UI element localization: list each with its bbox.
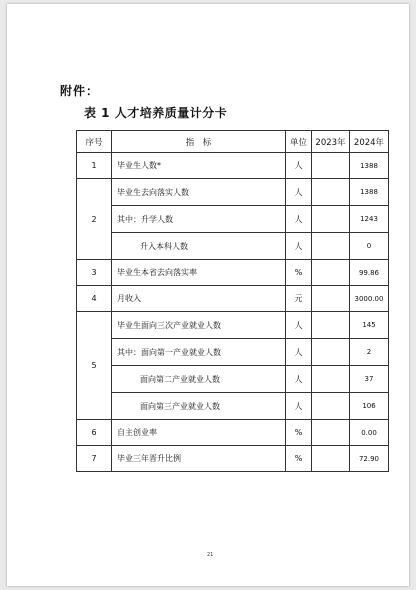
unit-cell: % bbox=[286, 420, 312, 446]
value-2024-cell: 3000.00 bbox=[350, 286, 389, 312]
seq-cell: 2 bbox=[77, 179, 112, 260]
seq-cell: 5 bbox=[77, 312, 112, 420]
unit-cell: 人 bbox=[286, 179, 312, 206]
seq-cell: 3 bbox=[77, 260, 112, 286]
header-2023: 2023年 bbox=[312, 131, 350, 153]
value-2024-cell: 72.90 bbox=[350, 446, 389, 472]
indicator-cell: 毕业三年晋升比例 bbox=[112, 446, 286, 472]
table-row bbox=[77, 446, 389, 472]
table-row bbox=[77, 233, 389, 260]
unit-cell: % bbox=[286, 260, 312, 286]
page-number: 21 bbox=[207, 552, 214, 558]
unit-cell: 人 bbox=[286, 153, 312, 179]
quality-scorecard-table bbox=[76, 130, 389, 472]
value-2023-cell bbox=[312, 366, 350, 393]
attachment-label: 附件： bbox=[60, 84, 100, 98]
table-row bbox=[77, 179, 389, 206]
indicator-cell: 自主创业率 bbox=[112, 420, 286, 446]
header-indicator: 指 标 bbox=[112, 131, 286, 153]
value-2023-cell bbox=[312, 206, 350, 233]
table-row bbox=[77, 286, 389, 312]
unit-cell: 人 bbox=[286, 393, 312, 420]
unit-cell: % bbox=[286, 446, 312, 472]
value-2024-cell: 99.86 bbox=[350, 260, 389, 286]
seq-cell: 7 bbox=[77, 446, 112, 472]
value-2023-cell bbox=[312, 233, 350, 260]
value-2023-cell bbox=[312, 179, 350, 206]
seq-cell: 1 bbox=[77, 153, 112, 179]
unit-cell: 人 bbox=[286, 233, 312, 260]
header-2024: 2024年 bbox=[350, 131, 389, 153]
indicator-cell: 月收入 bbox=[112, 286, 286, 312]
value-2023-cell bbox=[312, 339, 350, 366]
unit-cell: 人 bbox=[286, 339, 312, 366]
table-header-row bbox=[77, 131, 389, 153]
table-title: 表 1 人才培养质量计分卡 bbox=[84, 106, 228, 120]
unit-cell: 人 bbox=[286, 206, 312, 233]
value-2024-cell: 1388 bbox=[350, 179, 389, 206]
value-2024-cell: 1388 bbox=[350, 153, 389, 179]
indicator-cell: 面向第二产业就业人数 bbox=[112, 366, 286, 393]
value-2024-cell: 0 bbox=[350, 233, 389, 260]
indicator-cell: 毕业生人数* bbox=[112, 153, 286, 179]
value-2023-cell bbox=[312, 446, 350, 472]
indicator-cell: 其中：升学人数 bbox=[112, 206, 286, 233]
table-row bbox=[77, 260, 389, 286]
seq-cell: 6 bbox=[77, 420, 112, 446]
value-2023-cell bbox=[312, 260, 350, 286]
header-seq: 序号 bbox=[77, 131, 112, 153]
table-row bbox=[77, 420, 389, 446]
value-2024-cell: 106 bbox=[350, 393, 389, 420]
indicator-cell: 毕业生去向落实人数 bbox=[112, 179, 286, 206]
indicator-cell: 其中：面向第一产业就业人数 bbox=[112, 339, 286, 366]
value-2023-cell bbox=[312, 153, 350, 179]
table-row bbox=[77, 153, 389, 179]
table-row bbox=[77, 393, 389, 420]
value-2023-cell bbox=[312, 393, 350, 420]
table-row bbox=[77, 366, 389, 393]
document-page bbox=[7, 4, 409, 586]
value-2024-cell: 0.00 bbox=[350, 420, 389, 446]
value-2024-cell: 1243 bbox=[350, 206, 389, 233]
indicator-cell: 升入本科人数 bbox=[112, 233, 286, 260]
value-2024-cell: 2 bbox=[350, 339, 389, 366]
value-2024-cell: 37 bbox=[350, 366, 389, 393]
unit-cell: 人 bbox=[286, 312, 312, 339]
value-2023-cell bbox=[312, 420, 350, 446]
value-2024-cell: 145 bbox=[350, 312, 389, 339]
seq-cell: 4 bbox=[77, 286, 112, 312]
table-row bbox=[77, 339, 389, 366]
value-2023-cell bbox=[312, 312, 350, 339]
table-row bbox=[77, 206, 389, 233]
value-2023-cell bbox=[312, 286, 350, 312]
unit-cell: 元 bbox=[286, 286, 312, 312]
unit-cell: 人 bbox=[286, 366, 312, 393]
table-row bbox=[77, 312, 389, 339]
header-unit: 单位 bbox=[286, 131, 312, 153]
indicator-cell: 毕业生本省去向落实率 bbox=[112, 260, 286, 286]
indicator-cell: 面向第三产业就业人数 bbox=[112, 393, 286, 420]
indicator-cell: 毕业生面向三次产业就业人数 bbox=[112, 312, 286, 339]
